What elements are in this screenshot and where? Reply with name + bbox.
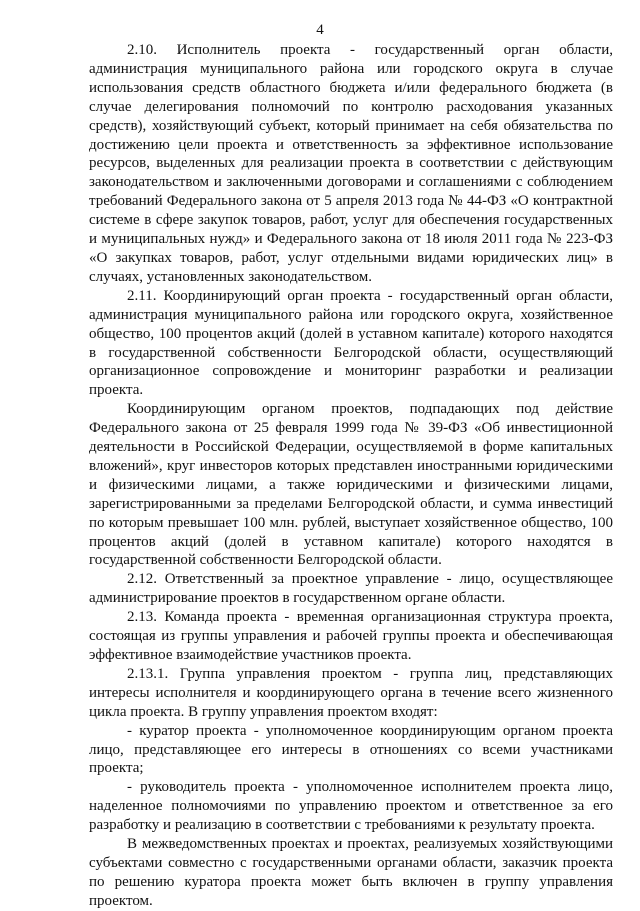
paragraph-coordinating-body: Координирующим органом проектов, подпадающих под действие Федерального закона от 25 февраля 1999 года № 39-ФЗ «Об инвестиционной деятельности в Российской Федерации, осуществляемой в форме капитальных вложений», круг инвесторов которых представлен иностранными юридическими и физическими лицами, а также юридическими и физическими лицами, зарегистрированными за пределами Белгородской области, и сумма инвестиций по которым превышает 100 млн. рублей, выступает хозяйственное общество, 100 процентов акций (долей в уставном капитале) которого находятся в государственной собственности Белгородской области.	[89, 401, 613, 569]
page-number: 4	[316, 22, 324, 38]
paragraph-2-10: 2.10. Исполнитель проекта - государственный орган области, администрация муниципального района или городского округа в случае использования средств областного бюджета и/или федерального бюджета (в случае делегирования полномочий по контролю расходования указанных средств), хозяйствующий субъект, который принимает на себя обязательства по достижению цели проекта и ответственность за эффективное использование ресурсов, выделенных для реализации проекта в соответствии с действующим законодательством и заключенными договорами и соглашениями с соблюдением требований Федерального закона от 5 апреля 2013 года № 44-ФЗ «О контрактной системе в сфере закупок товаров, работ, услуг для обеспечения государственных и муниципальных нужд» и Федерального закона от 18 июля 2011 года № 223-ФЗ «О закупках товаров, работ, услуг отдельными видами юридических лиц» в случаях, установленных законодательством.	[89, 42, 613, 285]
document-body	[89, 41, 613, 911]
paragraph-interdepartmental-projects: В межведомственных проектах и проектах, реализуемых хозяйствующими субъектами совместно с государственными органами области, заказчик проекта по решению куратора проекта может быть включен в группу управления проектом.	[89, 836, 613, 909]
list-item-project-manager: - руководитель проекта - уполномоченное исполнителем проекта лицо, наделенное полномочиями по управлению проектом и ответственное за его разработку и реализацию в соответствии с требованиями к результату проекта.	[89, 779, 613, 834]
paragraph-2-12: 2.12. Ответственный за проектное управление - лицо, осуществляющее администрирование проектов в государственном органе области.	[89, 571, 613, 607]
list-item-project-curator: - куратор проекта - уполномоченное координирующим органом проекта лицо, представляющее его интересы в отношениях со всеми участниками проекта;	[89, 722, 613, 777]
paragraph-2-11: 2.11. Координирующий орган проекта - государственный орган области, администрация муниципального района или городского округа, хозяйственное общество, 100 процентов акций (долей в уставном капитале) которого находятся в государственной собственности Белгородской области, осуществляющий организационное сопровождение и мониторинг разработки и реализации проекта.	[89, 287, 613, 399]
paragraph-2-13: 2.13. Команда проекта - временная организационная структура проекта, состоящая из группы управления и рабочей группы проекта и обеспечивающая эффективное взаимодействие участников проекта.	[89, 609, 613, 663]
paragraph-2-13-1: 2.13.1. Группа управления проектом - группа лиц, представляющих интересы исполнителя и координирующего органа в течение всего жизненного цикла проекта. В группу управления проектом входят:	[89, 665, 613, 720]
